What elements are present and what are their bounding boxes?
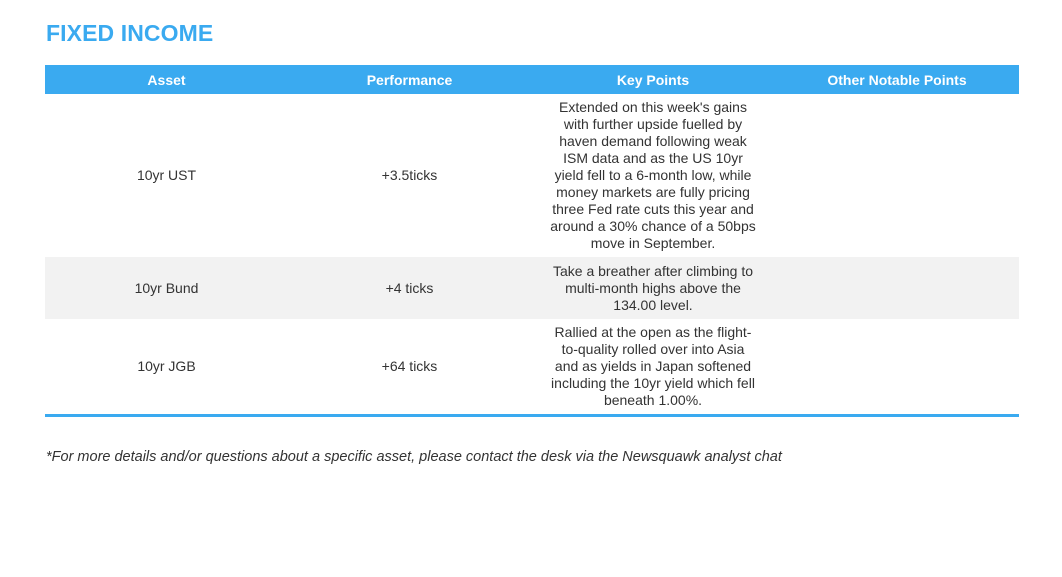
key-points-text: Extended on this week's gains with further upside fuelled by haven demand following weak ISM data and as the US 10yr yield fell to a 6-month low, while money markets are fully pricing three Fed rate cuts this year and around a 30% chance of a 50bps move in September.	[550, 99, 756, 251]
key-points-text: Rallied at the open as the flight-to-quality rolled over into Asia and as yields in Japan softened including the 10yr yield which fell beneath 1.00%.	[551, 324, 755, 408]
footnote: *For more details and/or questions about a specific asset, please contact the desk via the Newsquawk analyst chat	[46, 449, 782, 465]
other-notable-points-cell	[775, 94, 1019, 257]
asset-cell: 10yr JGB	[45, 319, 288, 416]
key-points-text: Take a breather after climbing to multi-month highs above the 134.00 level.	[553, 262, 753, 313]
asset-cell: 10yr Bund	[45, 257, 288, 319]
other-notable-points-cell	[775, 319, 1019, 416]
table-row	[45, 257, 1019, 319]
table-row	[45, 319, 1019, 416]
key-points-cell	[531, 94, 775, 257]
header-row	[45, 65, 1019, 94]
performance-cell: +64 ticks	[288, 319, 531, 416]
key-points-cell	[531, 257, 775, 319]
table-row	[45, 94, 1019, 257]
asset-cell: 10yr UST	[45, 94, 288, 257]
performance-cell: +3.5ticks	[288, 94, 531, 257]
section-title: FIXED INCOME	[46, 20, 214, 46]
header-performance: Performance	[288, 65, 531, 94]
other-notable-points-cell	[775, 257, 1019, 319]
table-header	[45, 65, 1019, 94]
header-other-notable-points: Other Notable Points	[775, 65, 1019, 94]
header-key-points: Key Points	[531, 65, 775, 94]
header-asset: Asset	[45, 65, 288, 94]
fixed-income-table	[45, 65, 1019, 417]
key-points-cell	[531, 319, 775, 416]
table-body	[45, 94, 1019, 416]
performance-cell: +4 ticks	[288, 257, 531, 319]
